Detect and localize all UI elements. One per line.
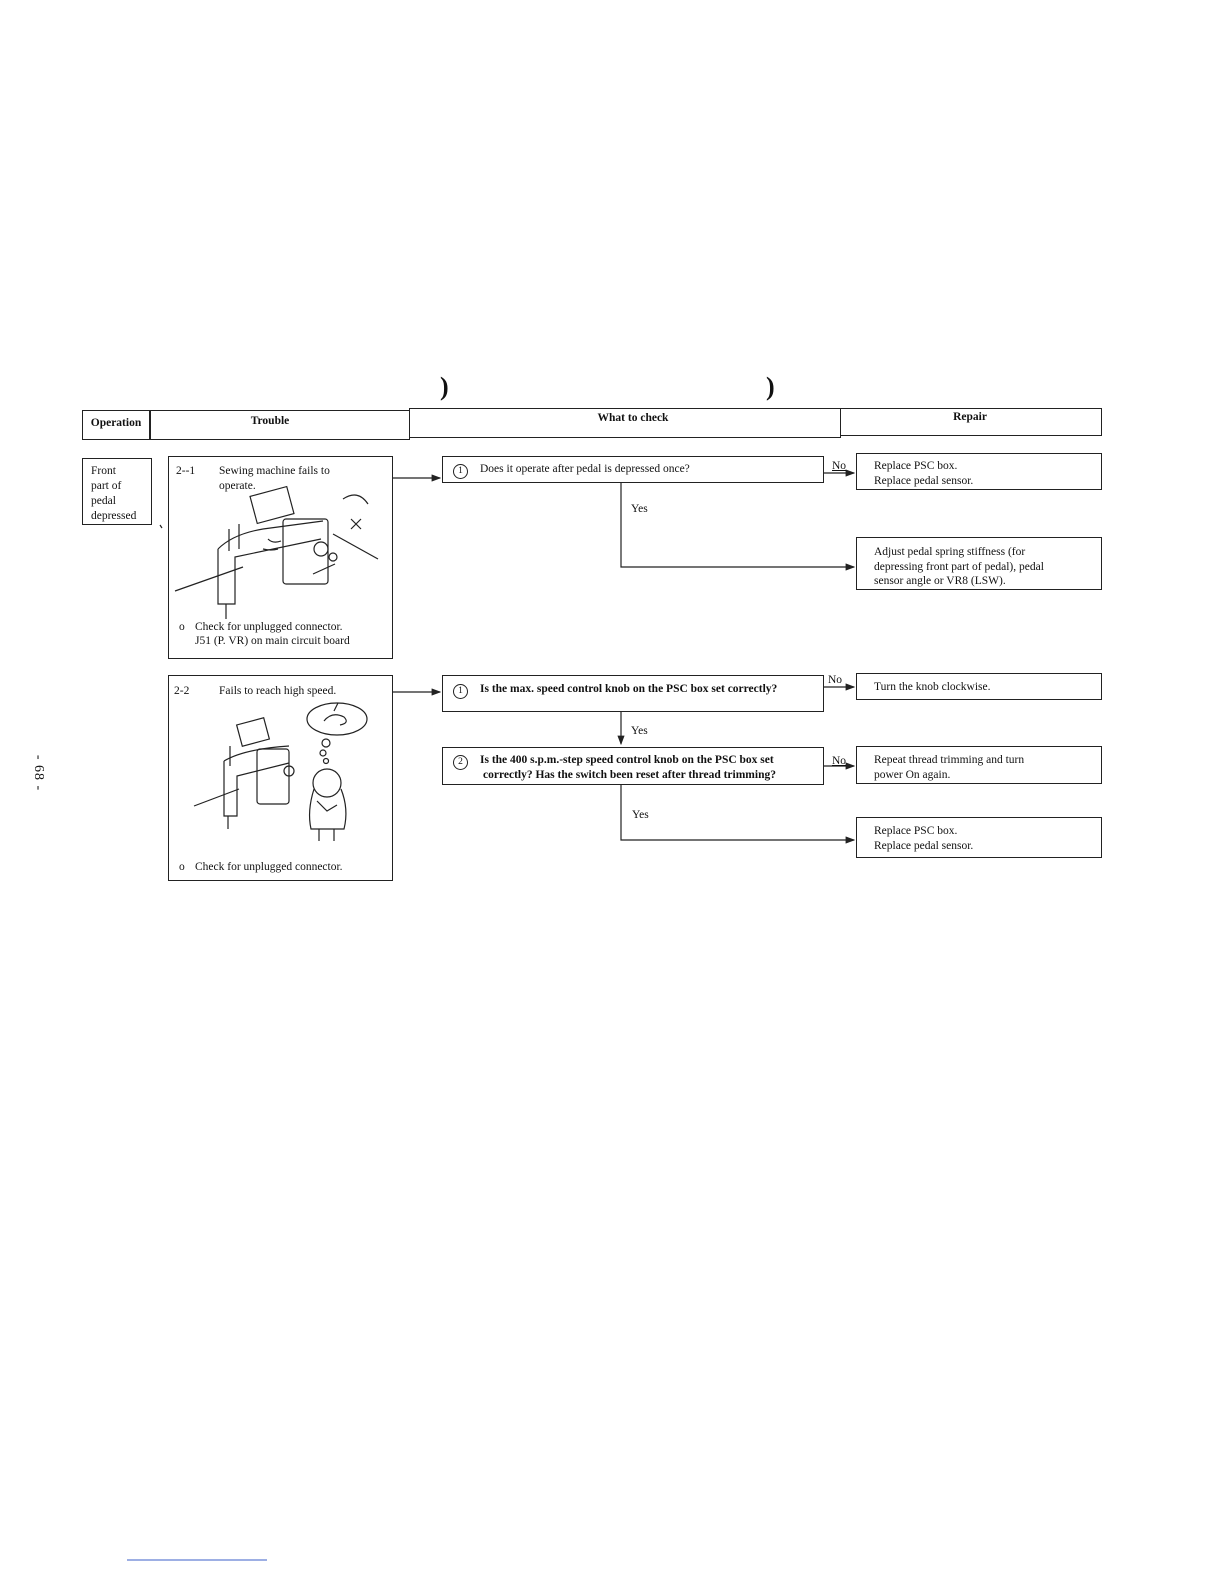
label-yes-1: Yes	[631, 503, 648, 515]
repair-line-1: Repeat thread trimming and turn	[874, 754, 1025, 766]
repair-line-1: Replace PSC box.	[874, 460, 958, 472]
arrow-check1-yes	[621, 482, 854, 567]
check-text: Does it operate after pedal is depressed once?	[480, 463, 690, 475]
repair-box-2	[856, 537, 1102, 590]
trouble-note-line-1: Check for unplugged connector.	[195, 861, 343, 873]
paren-mark-right: )	[766, 372, 775, 401]
header-repair-label: Repair	[953, 411, 987, 423]
operation-line-4: depressed	[91, 510, 137, 522]
repair-line-1: Adjust pedal spring stiffness (for	[874, 546, 1026, 558]
repair-line-2: Replace pedal sensor.	[874, 840, 974, 852]
trouble-title-line-1: Fails to reach high speed.	[219, 685, 337, 697]
header-operation-label: Operation	[90, 417, 142, 429]
check-box-3	[442, 747, 824, 785]
trouble-note-bullet: o	[179, 621, 185, 633]
header-what-to-check-label: What to check	[597, 412, 669, 424]
trouble-note-bullet: o	[179, 861, 185, 873]
label-no-3: No	[832, 755, 847, 767]
label-no-1: No	[832, 460, 847, 472]
repair-line-1: Turn the knob clockwise.	[874, 681, 991, 693]
repair-box-1	[856, 453, 1102, 490]
header-operation	[82, 410, 150, 440]
arrow-check3-yes	[621, 785, 854, 840]
repair-box-5	[856, 817, 1102, 858]
header-trouble	[150, 410, 410, 440]
trouble-note-line-1: Check for unplugged connector.	[195, 621, 343, 633]
repair-line-3: sensor angle or VR8 (LSW).	[874, 575, 1006, 587]
header-trouble-label: Trouble	[250, 415, 290, 427]
trouble-title-line-2: operate.	[219, 480, 256, 492]
repair-line-2: depressing front part of pedal), pedal	[874, 561, 1044, 573]
repair-line-1: Replace PSC box.	[874, 825, 958, 837]
operation-line-1: Front	[91, 465, 116, 477]
repair-box-4	[856, 746, 1102, 784]
check-text-line-1: Is the 400 s.p.m.-step speed control knob on the PSC box set	[480, 754, 774, 766]
check-number-circle: 2	[453, 755, 468, 770]
page-number: - 68 -	[31, 754, 47, 792]
label-no-2: No	[828, 674, 843, 686]
check-box-1	[442, 456, 824, 483]
repair-box-3	[856, 673, 1102, 700]
label-yes-2: Yes	[631, 725, 648, 737]
check-number-circle: 1	[453, 464, 468, 479]
header-what-to-check	[409, 408, 841, 438]
trouble-number: 2-2	[174, 685, 190, 697]
high-speed-illustration	[189, 701, 379, 856]
check-text: Is the max. speed control knob on the PSC box set correctly?	[480, 683, 778, 695]
trouble-note-line-2: J51 (P. VR) on main circuit board	[195, 635, 350, 647]
header-repair	[840, 408, 1102, 436]
repair-line-2: Replace pedal sensor.	[874, 475, 974, 487]
trouble-card-2-1	[168, 456, 393, 659]
check-box-2	[442, 675, 824, 712]
sewing-machine-illustration	[173, 479, 388, 619]
label-yes-3: Yes	[632, 809, 649, 821]
paren-mark-left: )	[440, 372, 449, 401]
trouble-title-line-1: Sewing machine fails to	[219, 465, 330, 477]
repair-line-2: power On again.	[874, 769, 951, 781]
check-text-line-2: correctly? Has the switch been reset after thread trimming?	[483, 769, 776, 781]
check-number-circle: 1	[453, 684, 468, 699]
trouble-card-2-2	[168, 675, 393, 881]
operation-line-3: pedal	[91, 495, 116, 507]
operation-cell	[82, 458, 152, 525]
trouble-number: 2--1	[176, 465, 196, 477]
operation-line-2: part of	[91, 480, 122, 492]
